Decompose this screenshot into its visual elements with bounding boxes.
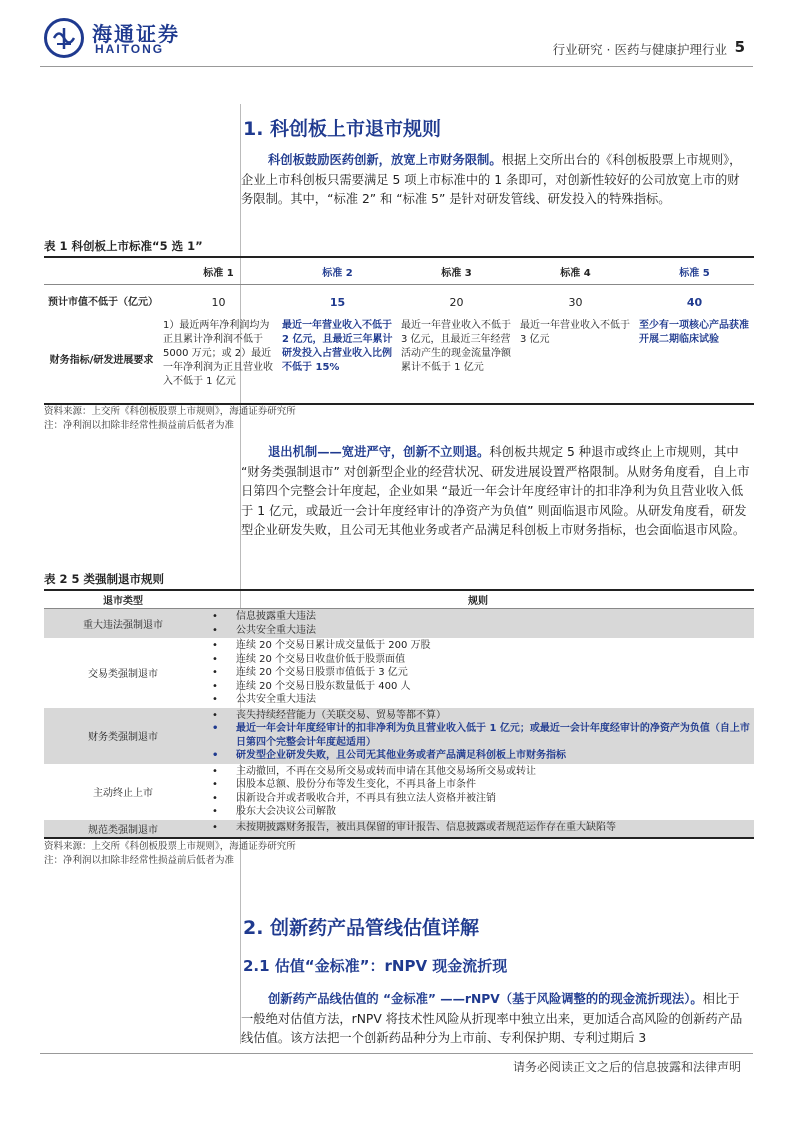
rule-item: • 丧失持续经营能力（关联交易、贸易等都不算）	[206, 709, 750, 723]
table-row	[44, 638, 754, 708]
table-row	[44, 609, 754, 639]
delisting-rules-table	[44, 590, 754, 839]
requirement-standard-5: 至少有一项核心产品获准开展二期临床试验	[635, 319, 754, 404]
rule-item: • 因新设合并或者吸收合并，不再具有独立法人资格并被注销	[206, 792, 750, 806]
requirement-standard-2: 最近一年营业收入不低于 2 亿元，且最近三年累计研发投入占营业收入比例不低于 15%	[278, 319, 397, 404]
table-row	[44, 764, 754, 820]
header-section-label: 行业研究 · 医药与健康护理行业	[552, 42, 727, 57]
rule-item: • 未按期披露财务报告，被出具保留的审计报告、信息披露或者规范运作存在重大缺陷等	[206, 821, 750, 835]
table-1-source: 资料来源：上交所《科创板股票上市规则》，海通证券研究所	[44, 406, 296, 417]
rule-item: • 连续 20 个交易日收盘价低于股票面值	[206, 653, 750, 667]
section-2-paragraph	[241, 990, 750, 1049]
rule-item: • 连续 20 个交易日股东数量低于 400 人	[206, 680, 750, 694]
delisting-type: 规范类强制退市	[44, 820, 202, 838]
table-2-note: 注：净利润以扣除非经常性损益前后低者为准	[44, 855, 235, 866]
rule-item: • 最近一年会计年度经审计的扣非净利为负且营业收入低于 1 亿元；或最近一会计年度经审计的净资产为负值（自上市日第四个完整会计年度起适用）	[206, 722, 750, 749]
rule-item: • 因股本总额、股份分布等发生变化，不再具备上市条件	[206, 778, 750, 792]
section-1-paragraph-1	[241, 151, 750, 210]
market-cap-label: 预计市值不低于（亿元）	[48, 296, 158, 308]
financial-requirements-label: 财务指标/研发进展要求	[44, 319, 159, 404]
delisting-type: 重大违法强制退市	[44, 609, 202, 639]
financial-requirements-row	[44, 319, 754, 404]
header-divider	[40, 66, 753, 67]
section-2-paragraph-lead: 创新药产品线估值的 “金标准” ——rNPV（基于风险调整的的现金流折现法）。	[268, 992, 703, 1006]
delisting-type: 主动终止上市	[93, 788, 153, 799]
paragraph-2-body: 科创板共规定 5 种退市或终止上市规则，其中 “财务类强制退市” 对创新型企业的经营状况、研发进展设置严格限制。从财务角度看，自上市日第四个完整会计年度起，企业如果 “最近一年会计年度经审计的扣非净利为负且营业收入低于 1 亿元，或最近一会计年度经审计的净资产为负值” 则面临退市风险。从研发角度看，研发型企业研发失败，且公司无其他业务或者产品满足科创板上市财务指标，也会面临退市风险。	[241, 445, 750, 537]
requirement-standard-4: 最近一年营业收入不低于 3 亿元	[516, 319, 635, 404]
rule-item: • 公共安全重大违法	[206, 693, 750, 707]
rules-list	[206, 639, 750, 707]
requirement-standard-1: 1）最近两年净利润均为正且累计净利润不低于 5000 万元；或 2）最近一年净利润为正且营业收入不低于 1 亿元	[159, 319, 278, 404]
header-standard-5: 标准 5	[635, 258, 754, 285]
section-2-title: 2. 创新药产品管线估值详解	[243, 917, 480, 939]
header-standard-3: 标准 3	[397, 258, 516, 285]
requirement-standard-3: 最近一年营业收入不低于 3 亿元，且最近三年经营活动产生的现金流量净额累计不低于 1 亿元	[397, 319, 516, 404]
rule-item: • 公共安全重大违法	[206, 624, 750, 638]
market-cap-standard-2: 15	[329, 295, 346, 309]
market-cap-standard-5: 40	[686, 295, 703, 309]
table-1-corner	[44, 258, 159, 285]
table-2-source: 资料来源：上交所《科创板股票上市规则》，海通证券研究所	[44, 841, 296, 852]
table-2-title: 表 2 5 类强制退市规则	[44, 571, 754, 591]
rules-list	[206, 821, 750, 835]
market-cap-standard-3: 20	[449, 295, 464, 309]
table-1-note: 注：净利润以扣除非经常性损益前后低者为准	[44, 420, 235, 431]
rule-item: • 主动撤回，不再在交易所交易或转而申请在其他交易场所交易或转让	[206, 765, 750, 779]
rules-list	[206, 765, 750, 819]
rule-item: • 信息披露重大违法	[206, 610, 750, 624]
table-1-title: 表 1 科创板上市标准“5 选 1”	[44, 238, 754, 258]
logo-chinese-text: 海通证券	[92, 22, 180, 46]
paragraph-1-body: 根据上交所出台的《科创板股票上市规则》，企业上市科创板只需要满足 5 项上市标准中的 1 条即可，对创新性较好的公司放宽上市的财务限制。其中，“标准 2” 和 “标准 5” 是针对研发管线、研发投入的特殊指标。	[241, 153, 742, 206]
footer-divider	[40, 1053, 753, 1054]
market-cap-row	[44, 285, 754, 320]
section-2-1-title: 2.1 估值“金标准”：rNPV 现金流折现	[243, 957, 508, 975]
paragraph-2-lead: 退出机制——宽进严守，创新不立则退。	[268, 445, 490, 459]
paragraph-1-lead: 科创板鼓励医药创新，放宽上市财务限制。	[268, 153, 502, 167]
section-2-paragraph-body: 相比于一般绝对估值方法，rNPV 将技术性风险从折现率中独立出来，更加适合高风险的创新药产品线估值。该方法把一个创新药品种分为上市前、专利保护期、专利过期后 3	[241, 992, 743, 1045]
header-standard-1: 标准 1	[159, 258, 278, 285]
market-cap-standard-4: 30	[568, 295, 583, 309]
table-row	[44, 820, 754, 838]
rules-list	[206, 610, 750, 637]
header-standard-4: 标准 4	[516, 258, 635, 285]
section-1-paragraph-2	[241, 443, 750, 541]
table-1-header-row	[44, 258, 754, 285]
haitong-logo-icon	[44, 18, 84, 58]
rule-item: • 连续 20 个交易日股票市值低于 3 亿元	[206, 666, 750, 680]
delisting-type: 财务类强制退市	[44, 708, 202, 764]
listing-standards-table	[44, 258, 754, 405]
logo-english-text: HAITONG	[95, 42, 165, 56]
page-number: 5	[734, 38, 745, 56]
table-row	[44, 708, 754, 764]
rules-list	[206, 709, 750, 763]
header-delisting-type: 退市类型	[44, 590, 202, 609]
section-1-title: 1. 科创板上市退市规则	[243, 118, 442, 140]
header-rules: 规则	[202, 590, 754, 609]
rule-item: • 研发型企业研发失败，且公司无其他业务或者产品满足科创板上市财务指标	[206, 749, 750, 763]
rule-item: • 连续 20 个交易日累计成交量低于 200 万股	[206, 639, 750, 653]
footer-disclaimer: 请务必阅读正文之后的信息披露和法律声明	[512, 1060, 741, 1074]
rule-item: • 股东大会决议公司解散	[206, 805, 750, 819]
delisting-type: 交易类强制退市	[88, 669, 158, 681]
header-standard-2: 标准 2	[278, 258, 397, 285]
market-cap-standard-1: 10	[211, 295, 226, 309]
table-2-header-row	[44, 590, 754, 609]
